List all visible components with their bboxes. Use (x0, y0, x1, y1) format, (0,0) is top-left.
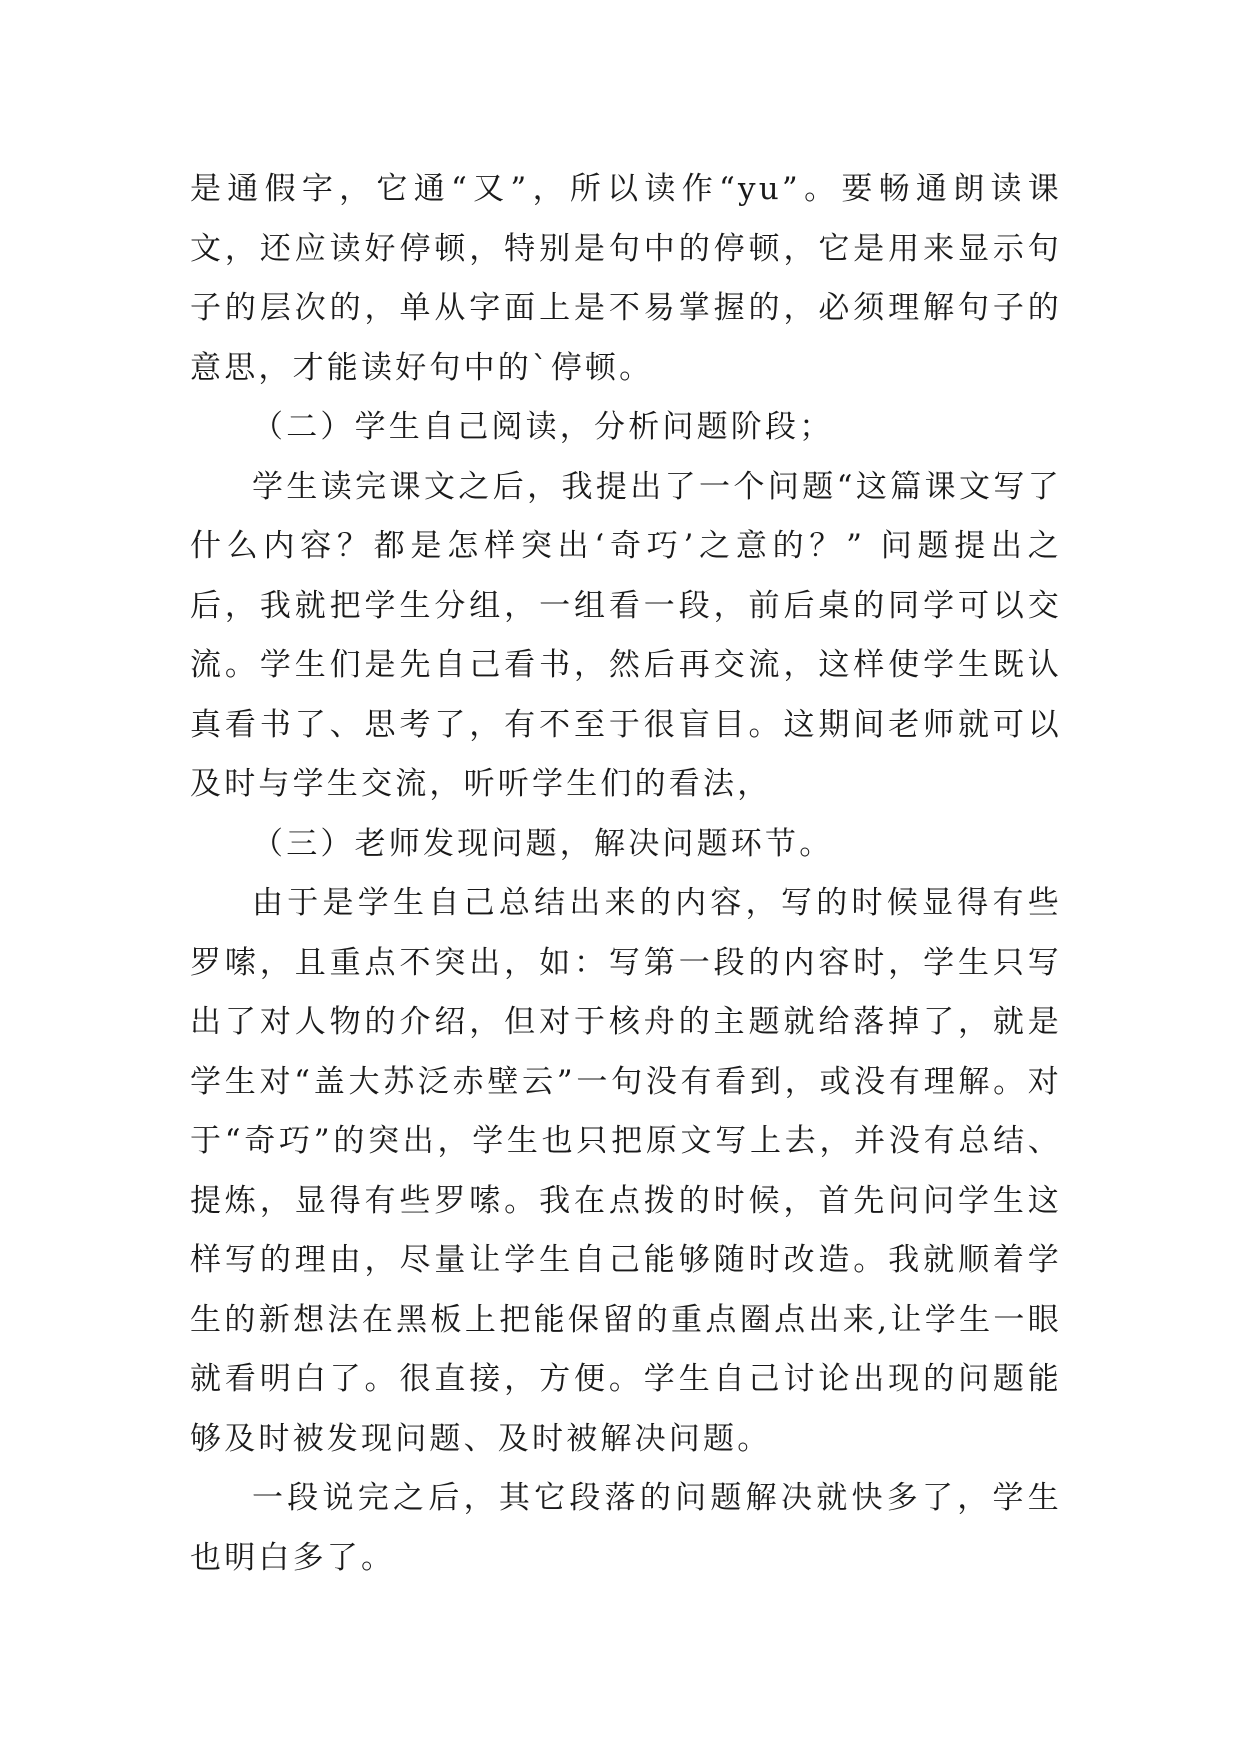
section-heading-three: （三）老师发现问题，解决问题环节。 (252, 825, 834, 862)
paragraph-teacher-guidance: 由于是学生自己总结出来的内容，写的时候显得有些罗嗦，且重点不突出，如：写第一段的内容时，学生只写出了对人物的介绍，但对于核舟的主题就给落掉了，就是学生对“盖大苏泛赤壁云”一句没有看到，或没有理解。对于“奇巧”的突出，学生也只把原文写上去，并没有总结、提炼，显得有些罗嗦。我在点拨的时候，首先问问学生这样写的理由，尽量让学生自己能够随时改造。我就顺着学生的新想法在黑板上把能保留的重点圈点出来,让学生一眼就看明白了。很直接，方便。学生自己讨论出现的问题能够及时被发现问题、及时被解决问题。 (190, 885, 1062, 1457)
section-heading-two: （二）学生自己阅读，分析问题阶段； (252, 409, 834, 445)
document-body (190, 160, 1062, 1588)
paragraph-student-reading: 学生读完课文之后，我提出了一个问题“这篇课文写了什么内容？都是怎样突出‘奇巧’之意的？” 问题提出之后，我就把学生分组，一组看一段，前后桌的同学可以交流。学生们是先自己看书，然后再交流，这样使学生既认真看书了、思考了，有不至于很盲目。这期间老师就可以及时与学生交流，听听学生们的看法， (190, 468, 1062, 802)
paragraph-conclusion: 一段说完之后，其它段落的问题解决就快多了，学生也明白多了。 (190, 1480, 1062, 1576)
paragraph-continuation: 是通假字，它通“又”，所以读作“yu”。要畅通朗读课文，还应读好停顿，特别是句中的停顿，它是用来显示句子的层次的，单从字面上是不易掌握的，必须理解句子的意思，才能读好句中的`停顿。 (190, 171, 1062, 386)
